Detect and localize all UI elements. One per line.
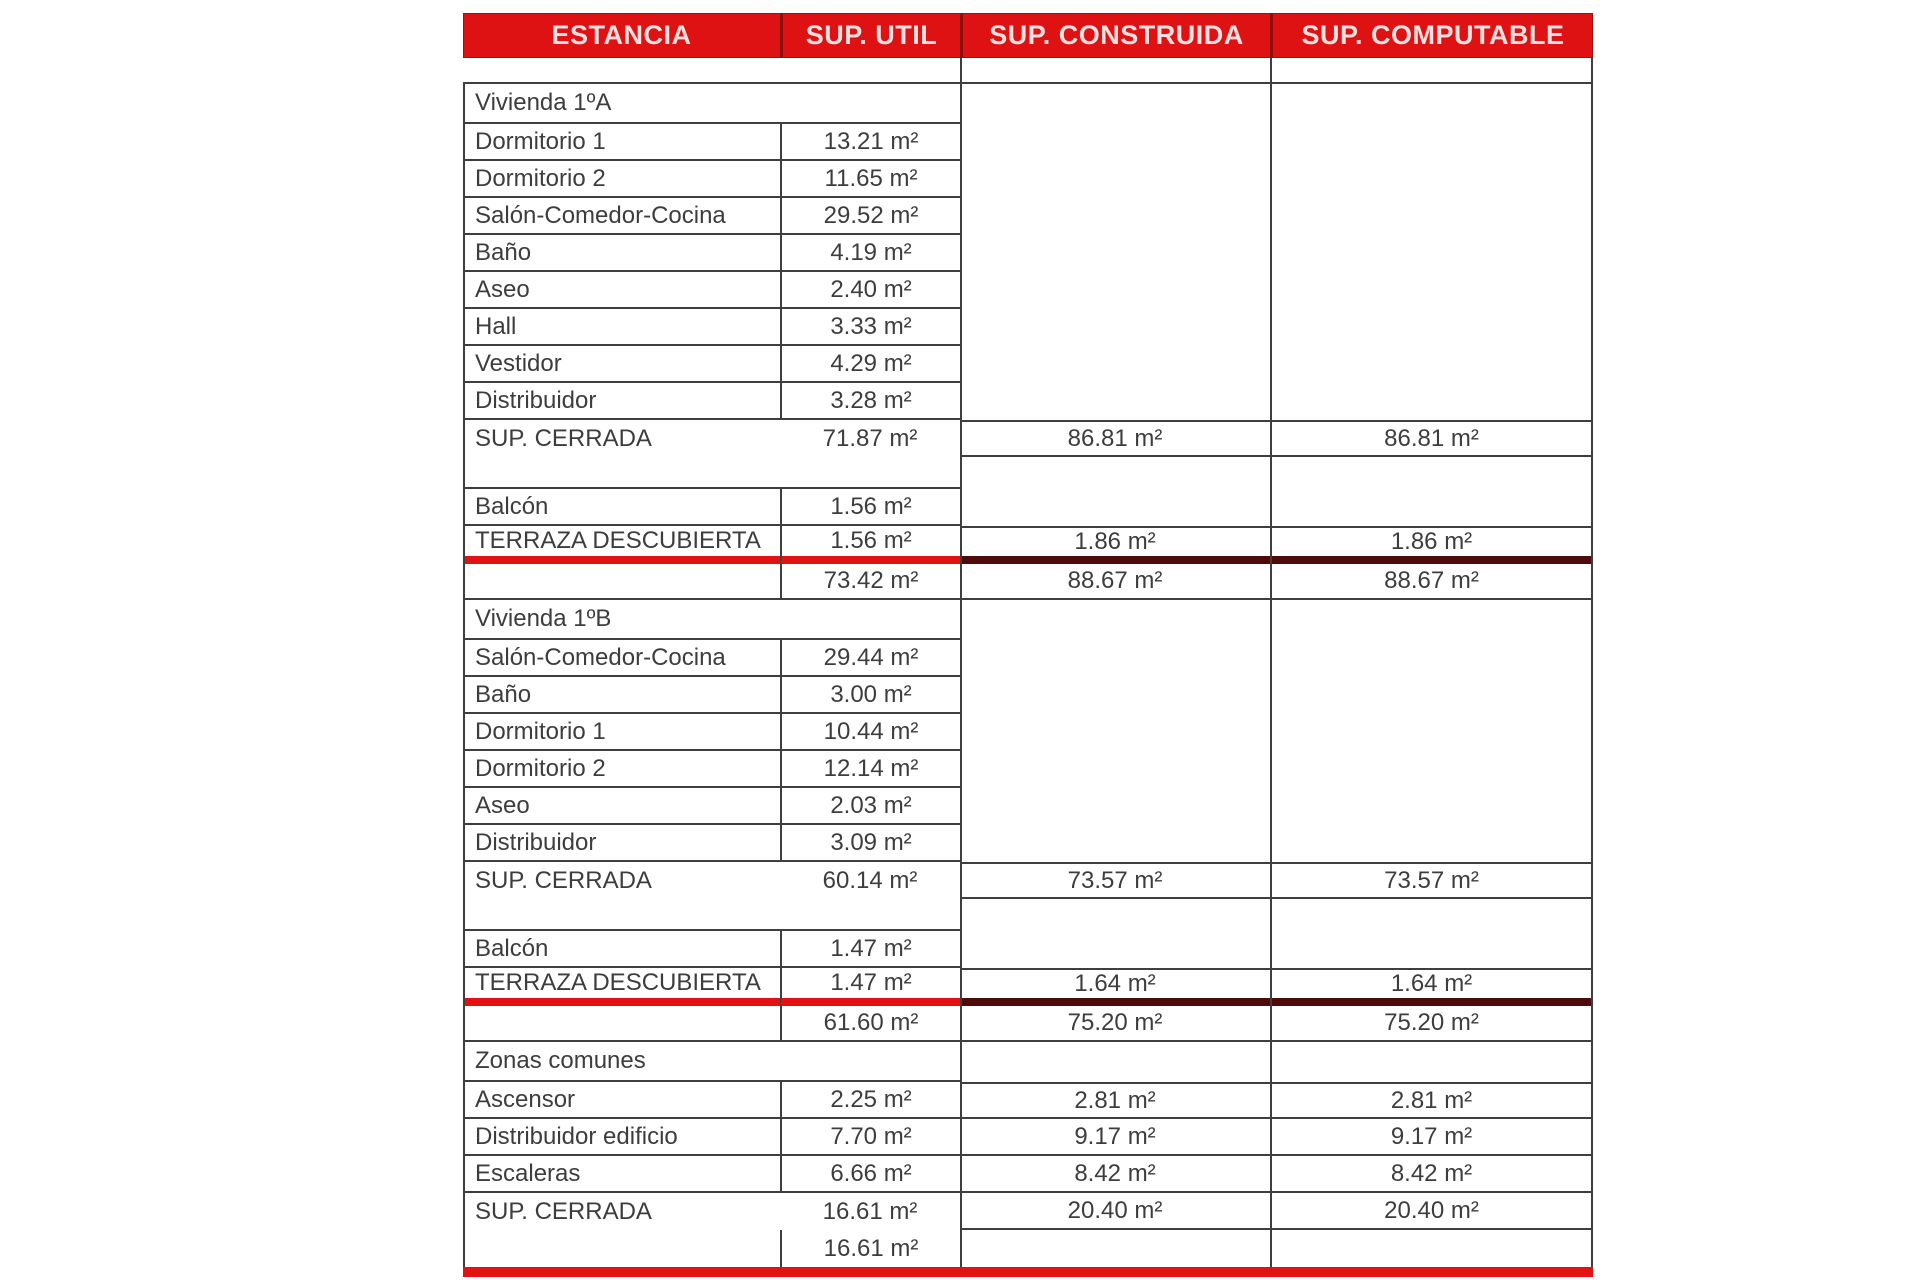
sup-computable-cell	[1270, 161, 1593, 198]
estancia-cell: Balcón	[463, 489, 780, 526]
sup-util-cell: 3.33 m²	[780, 309, 960, 346]
sup-computable-cell	[1270, 346, 1593, 383]
table-row-total	[463, 1005, 1593, 1042]
header-estancia: ESTANCIA	[551, 20, 692, 50]
table-row-room	[463, 161, 1593, 198]
sup-util-cell: 61.60 m²	[780, 1005, 960, 1042]
sup-computable-cell	[1270, 931, 1593, 968]
sup-util-cell: 29.44 m²	[780, 640, 960, 677]
table-row-room	[463, 346, 1593, 383]
estancia-cell	[463, 457, 780, 489]
sup-computable-cell: 1.64 m²	[1270, 968, 1593, 1006]
table-row-section	[463, 84, 1593, 124]
sup-construida-cell: 73.57 m²	[960, 862, 1270, 899]
sup-computable-cell	[1270, 84, 1593, 124]
table-row-terraza	[463, 968, 1593, 1005]
sup-construida-cell	[960, 825, 1270, 862]
estancia-cell: Salón-Comedor-Cocina	[463, 198, 780, 235]
header-sup-util: SUP. UTIL	[780, 13, 960, 58]
sup-computable-cell	[1270, 825, 1593, 862]
table-row-room3	[463, 1119, 1593, 1156]
estancia-cell: Vestidor	[463, 346, 780, 383]
sup-construida-cell: 1.86 m²	[960, 526, 1270, 564]
sup-computable-cell	[1270, 1230, 1593, 1267]
sup-computable-cell	[1270, 714, 1593, 751]
sup-util-cell: 1.47 m²	[780, 968, 960, 1006]
sup-construida-cell: 2.81 m²	[960, 1082, 1270, 1119]
sup-computable-cell	[1270, 383, 1593, 420]
sup-construida-cell	[960, 1042, 1270, 1082]
table-row-total	[463, 563, 1593, 600]
sup-construida-cell: 9.17 m²	[960, 1119, 1270, 1156]
table-row-section	[463, 1042, 1593, 1082]
table-row-last	[463, 1230, 1593, 1267]
sup-util-cell: 7.70 m²	[780, 1119, 960, 1156]
sup-construida-cell	[960, 677, 1270, 714]
sup-computable-cell: 75.20 m²	[1270, 1005, 1593, 1042]
table-row-room	[463, 124, 1593, 161]
estancia-cell: Dormitorio 2	[463, 161, 780, 198]
sup-construida-cell	[960, 124, 1270, 161]
sup-construida-cell: 20.40 m²	[960, 1193, 1270, 1230]
sup-computable-cell: 9.17 m²	[1270, 1119, 1593, 1156]
sup-construida-cell	[960, 457, 1270, 489]
estancia-cell: Ascensor	[463, 1082, 780, 1119]
table-row-room	[463, 272, 1593, 309]
sup-construida-cell	[960, 84, 1270, 124]
sup-util-cell: 1.56 m²	[780, 489, 960, 526]
sup-computable-cell	[1270, 489, 1593, 526]
sup-computable-cell: 86.81 m²	[1270, 420, 1593, 457]
sup-util-cell	[780, 84, 960, 124]
sup-construida-cell: 1.64 m²	[960, 968, 1270, 1006]
estancia-cell: Dormitorio 2	[463, 751, 780, 788]
table-row-cerrada	[463, 1193, 1593, 1230]
sup-computable-cell: 1.86 m²	[1270, 526, 1593, 564]
table-row-room	[463, 714, 1593, 751]
estancia-cell	[463, 899, 780, 931]
table-row-room	[463, 931, 1593, 968]
estancia-cell: SUP. CERRADA	[475, 424, 652, 452]
estancia-cell: Dormitorio 1	[463, 124, 780, 161]
sup-construida-cell	[960, 161, 1270, 198]
sup-construida-cell	[960, 600, 1270, 640]
sup-computable-cell	[1270, 677, 1593, 714]
sup-construida-cell	[960, 58, 1270, 84]
sup-computable-cell	[1270, 235, 1593, 272]
table-row-room	[463, 677, 1593, 714]
estancia-cell: Balcón	[463, 931, 780, 968]
sup-util-cell: 1.56 m²	[780, 526, 960, 564]
sup-computable-cell	[1270, 124, 1593, 161]
sup-computable-cell	[1270, 272, 1593, 309]
sup-util-cell: 6.66 m²	[780, 1156, 960, 1193]
sup-construida-cell	[960, 899, 1270, 931]
table-row-cerrada	[463, 862, 1593, 899]
sup-computable-cell: 88.67 m²	[1270, 563, 1593, 600]
estancia-cell: SUP. CERRADA	[475, 866, 652, 894]
table-row-room	[463, 383, 1593, 420]
estancia-cell	[463, 1005, 780, 1042]
sup-util-cell: 3.00 m²	[780, 677, 960, 714]
sup-construida-cell	[960, 640, 1270, 677]
sup-util-cell: 13.21 m²	[780, 124, 960, 161]
table-row-room	[463, 788, 1593, 825]
sup-util-cell	[780, 600, 960, 640]
sup-util-cell: 2.03 m²	[780, 788, 960, 825]
table-row-terraza	[463, 526, 1593, 563]
sup-util-cell: 73.42 m²	[780, 563, 960, 600]
table-row-room	[463, 198, 1593, 235]
sup-construida-cell: 86.81 m²	[960, 420, 1270, 457]
estancia-cell: TERRAZA DESCUBIERTA	[463, 968, 780, 1006]
estancia-cell	[463, 563, 780, 600]
table-header-row	[463, 13, 1593, 58]
sup-construida-cell	[960, 1230, 1270, 1267]
estancia-cell: Baño	[463, 677, 780, 714]
table-left-border-line	[463, 84, 465, 1267]
table-bottom-red-line	[463, 1267, 1593, 1277]
sup-computable-cell	[1270, 457, 1593, 489]
table-row-section	[463, 600, 1593, 640]
header-sup-construida: SUP. CONSTRUIDA	[960, 13, 1270, 58]
sup-computable-cell	[1270, 640, 1593, 677]
sup-construida-cell	[960, 309, 1270, 346]
sup-util-cell: 16.61 m²	[780, 1230, 960, 1267]
sup-util-cell: 2.40 m²	[780, 272, 960, 309]
estancia-cell: Aseo	[463, 272, 780, 309]
estancia-cell: Baño	[463, 235, 780, 272]
sup-util-cell: 12.14 m²	[780, 751, 960, 788]
estancia-cell: Zonas comunes	[463, 1042, 780, 1082]
util-construida-divider-line	[960, 58, 962, 1267]
table-row-tail	[463, 899, 1593, 931]
sup-util-cell: 10.44 m²	[780, 714, 960, 751]
sup-computable-cell	[1270, 788, 1593, 825]
sup-util-cell: 3.09 m²	[780, 825, 960, 862]
table-right-border-line	[1591, 58, 1593, 1267]
estancia-cell: Vivienda 1ºB	[463, 600, 780, 640]
sup-computable-cell	[1270, 1042, 1593, 1082]
estancia-cell: Distribuidor edificio	[463, 1119, 780, 1156]
sup-util-cell	[780, 457, 960, 489]
sup-util-cell: 4.19 m²	[780, 235, 960, 272]
estancia-cell: Vivienda 1ºA	[463, 84, 780, 124]
table-row-tail	[463, 457, 1593, 489]
sup-construida-cell: 8.42 m²	[960, 1156, 1270, 1193]
sup-util-cell	[780, 58, 960, 84]
sup-construida-cell	[960, 714, 1270, 751]
estancia-cell: SUP. CERRADA	[475, 1197, 652, 1225]
estancia-cell: TERRAZA DESCUBIERTA	[463, 526, 780, 564]
table-row-room	[463, 309, 1593, 346]
sup-construida-cell: 75.20 m²	[960, 1005, 1270, 1042]
table-row-gap	[463, 58, 1593, 84]
sup-construida-cell	[960, 346, 1270, 383]
sup-construida-cell	[960, 751, 1270, 788]
sup-construida-cell	[960, 931, 1270, 968]
table-body	[463, 58, 1593, 1267]
sup-computable-cell: 2.81 m²	[1270, 1082, 1593, 1119]
estancia-cell: Hall	[463, 309, 780, 346]
table-row-room3	[463, 1156, 1593, 1193]
sup-construida-cell	[960, 198, 1270, 235]
sup-computable-cell: 20.40 m²	[1270, 1193, 1593, 1230]
sup-computable-cell	[1270, 600, 1593, 640]
sup-computable-cell: 73.57 m²	[1270, 862, 1593, 899]
sup-util-cell: 60.14 m²	[822, 866, 918, 894]
sup-computable-cell	[1270, 309, 1593, 346]
table-row-cerrada	[463, 420, 1593, 457]
sup-construida-cell	[960, 272, 1270, 309]
sup-util-cell: 1.47 m²	[780, 931, 960, 968]
sup-util-cell: 3.28 m²	[780, 383, 960, 420]
sup-construida-cell	[960, 489, 1270, 526]
estancia-cell: Salón-Comedor-Cocina	[463, 640, 780, 677]
sup-computable-cell	[1270, 899, 1593, 931]
table-row-room	[463, 640, 1593, 677]
sup-util-cell: 16.61 m²	[822, 1197, 918, 1225]
estancia-cell	[463, 1230, 780, 1267]
header-sup-computable: SUP. COMPUTABLE	[1270, 13, 1593, 58]
estancia-cell: Distribuidor	[463, 383, 780, 420]
sup-util-cell: 2.25 m²	[780, 1082, 960, 1119]
sup-computable-cell	[1270, 198, 1593, 235]
sup-construida-cell: 88.67 m²	[960, 563, 1270, 600]
sup-util-cell: 11.65 m²	[780, 161, 960, 198]
surface-area-table	[463, 13, 1593, 1277]
estancia-cell: Escaleras	[463, 1156, 780, 1193]
sup-computable-cell: 8.42 m²	[1270, 1156, 1593, 1193]
estancia-cell: Dormitorio 1	[463, 714, 780, 751]
table-row-room	[463, 489, 1593, 526]
sup-util-cell	[780, 1042, 960, 1082]
sup-util-cell: 71.87 m²	[822, 424, 918, 452]
estancia-cell: Distribuidor	[463, 825, 780, 862]
estancia-cell: Aseo	[463, 788, 780, 825]
table-row-room3	[463, 1082, 1593, 1119]
sup-computable-cell	[1270, 751, 1593, 788]
table-row-room	[463, 751, 1593, 788]
construida-computable-divider-line	[1270, 58, 1272, 1267]
sup-util-cell: 29.52 m²	[780, 198, 960, 235]
sup-computable-cell	[1270, 58, 1593, 84]
sup-construida-cell	[960, 788, 1270, 825]
sup-construida-cell	[960, 383, 1270, 420]
sup-construida-cell	[960, 235, 1270, 272]
sup-util-cell: 4.29 m²	[780, 346, 960, 383]
sup-util-cell	[780, 899, 960, 931]
estancia-cell	[463, 58, 780, 84]
table-row-room	[463, 825, 1593, 862]
table-row-room	[463, 235, 1593, 272]
